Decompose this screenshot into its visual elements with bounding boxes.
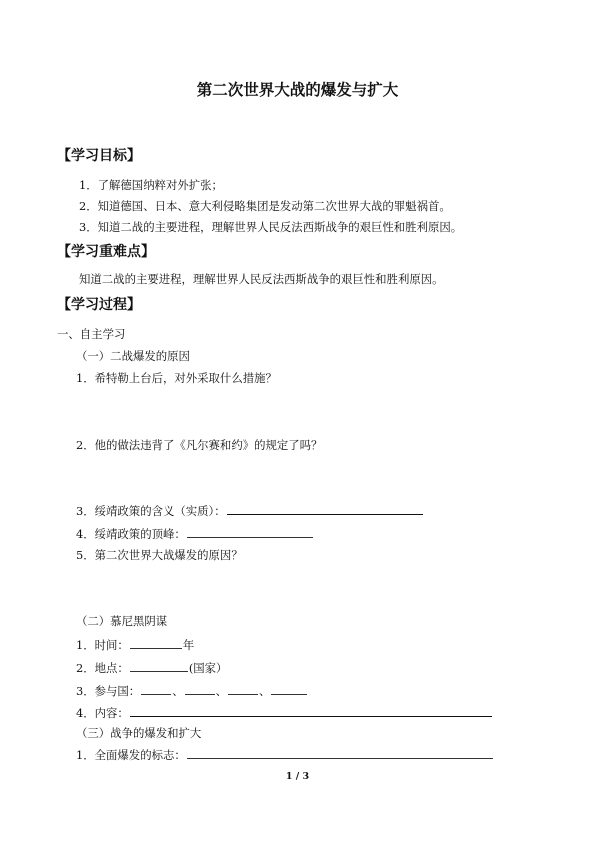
war-outbreak-sign-label: 1．全面爆发的标志： (76, 748, 186, 762)
objective-item-2: 2．知道德国、日本、意大利侵略集团是发动第二次世界大战的罪魁祸首。 (79, 199, 451, 213)
separator: 、 (172, 684, 184, 698)
section-heading-process: 【学习过程】 (57, 297, 141, 313)
separator: 、 (259, 684, 271, 698)
question-4-label: 4．绥靖政策的顶峰： (76, 527, 186, 541)
question-3 (76, 502, 424, 519)
munich-place-label: 2．地点： (76, 661, 129, 675)
munich-time (76, 636, 194, 653)
sub2-heading: （二）慕尼黑阴谋 (76, 614, 168, 628)
page-title: 第二次世界大战的爆发与扩大 (196, 80, 399, 99)
munich-countries-label: 3．参与国： (76, 684, 141, 698)
question-4 (76, 525, 314, 542)
answer-blank-time[interactable] (130, 636, 182, 649)
answer-blank-content[interactable] (130, 704, 492, 717)
munich-countries (76, 682, 308, 699)
objective-item-3: 3．知道二战的主要进程，理解世界人民反法西斯战争的艰巨性和胜利原因。 (79, 220, 463, 234)
munich-content-label: 4．内容： (76, 706, 129, 720)
war-outbreak-sign (76, 746, 494, 763)
munich-time-suffix: 年 (182, 638, 195, 652)
munich-time-label: 1．时间： (76, 638, 129, 652)
question-1: 1．希特勒上台后，对外采取什么措施？ (76, 371, 277, 385)
key-points-text: 知道二战的主要进程，理解世界人民反法西斯战争的艰巨性和胜利原因。 (79, 272, 444, 286)
sub3-heading: （三）战争的爆发和扩大 (76, 726, 202, 740)
answer-blank-appeasement-peak[interactable] (187, 525, 313, 538)
answer-blank-place[interactable] (130, 659, 188, 672)
answer-blank-outbreak-sign[interactable] (187, 746, 493, 759)
question-5: 5．第二次世界大战爆发的原因？ (76, 548, 243, 562)
answer-blank-country-4[interactable] (271, 682, 307, 695)
question-3-label: 3．绥靖政策的含义（实质）： (76, 504, 226, 518)
answer-blank-appeasement-meaning[interactable] (227, 502, 423, 515)
page-number: 1 / 3 (285, 771, 310, 782)
answer-blank-country-3[interactable] (228, 682, 258, 695)
question-2: 2．他的做法违背了《凡尔赛和约》的规定了吗？ (76, 438, 323, 452)
answer-blank-country-1[interactable] (141, 682, 171, 695)
objective-item-1: 1．了解德国纳粹对外扩张； (79, 178, 223, 192)
answer-blank-country-2[interactable] (185, 682, 215, 695)
munich-place (76, 659, 227, 676)
munich-place-suffix: (国家） (188, 661, 228, 675)
separator: 、 (215, 684, 228, 698)
section-heading-key-points: 【学习重难点】 (57, 244, 155, 260)
sub1-heading: （一）二战爆发的原因 (76, 349, 190, 363)
part1-heading: 一、自主学习 (57, 327, 126, 341)
section-heading-objectives: 【学习目标】 (57, 148, 141, 164)
munich-content (76, 704, 493, 721)
